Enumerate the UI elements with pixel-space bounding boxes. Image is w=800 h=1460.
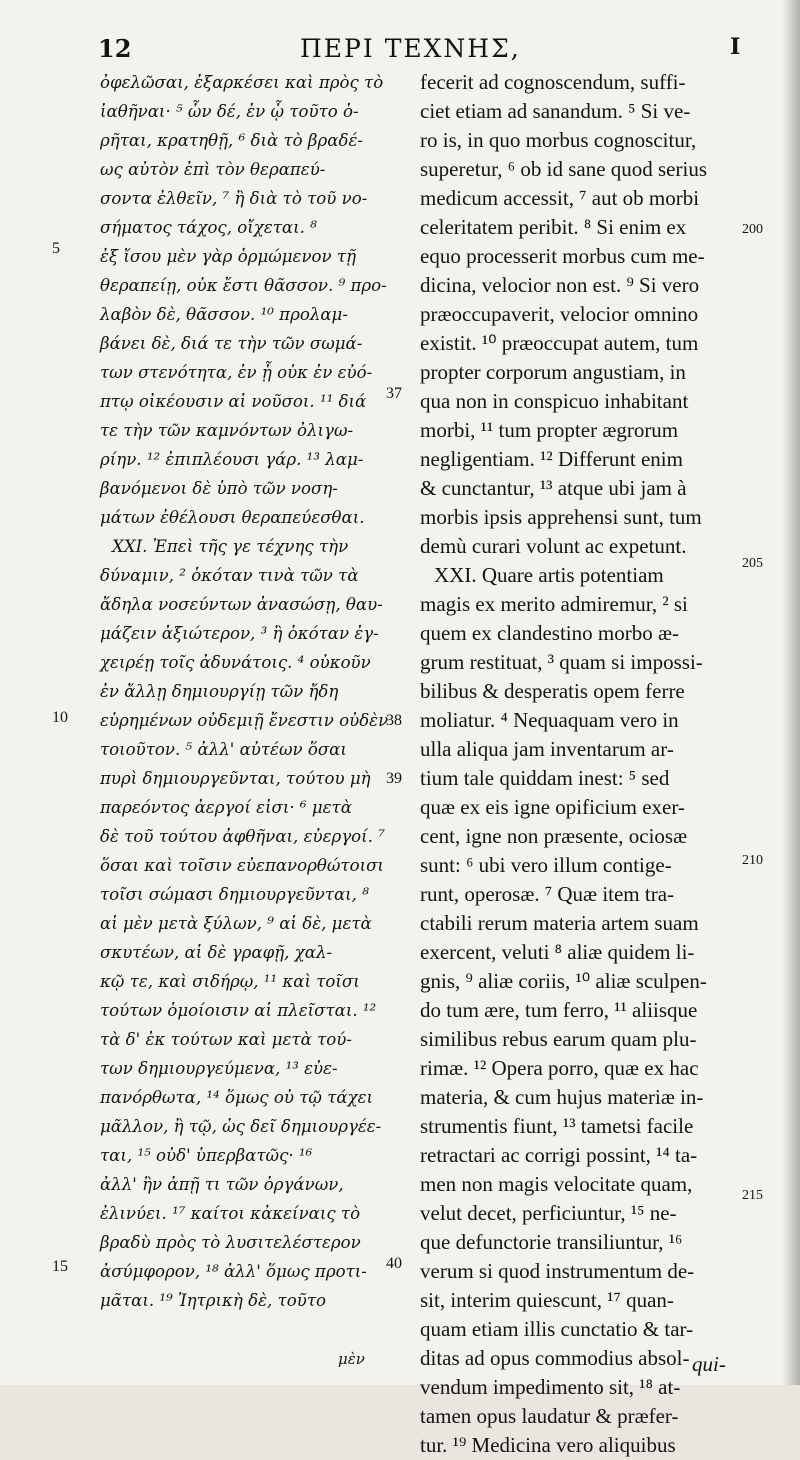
text-line: ulla aliqua jam inventarum ar- bbox=[420, 737, 674, 761]
page-header bbox=[0, 32, 800, 66]
text-line: λαβὸν δὲ, θᾶσσον. ¹⁰ προλαμ- bbox=[100, 305, 348, 324]
text-line: ως αὐτὸν ἐπὶ τὸν θεραπεύ- bbox=[100, 160, 326, 179]
text-line: αἱ μὲν μετὰ ξύλων, ⁹ αἱ δὲ, μετὰ bbox=[100, 914, 372, 933]
text-line: ὀφελῶσαι, ἐξαρκέσει καὶ πρὸς τὸ bbox=[100, 73, 384, 92]
text-line: πυρὶ δημιουργεῦνται, τούτου μὴ bbox=[100, 769, 371, 788]
line-number-margin: 215 bbox=[742, 1188, 763, 1203]
text-line: ται, ¹⁵ οὐδ' ὑπερβατῶς· ¹⁶ bbox=[100, 1146, 313, 1165]
text-line: ρῆται, κρατηθῇ, ⁶ διὰ τὸ βραδέ- bbox=[100, 131, 363, 150]
text-line: XXI. Quare artis potentiam bbox=[434, 563, 664, 587]
line-number-margin: 5 bbox=[52, 240, 60, 257]
text-line: τοιοῦτον. ⁵ ἀλλ' αὐτέων ὅσαι bbox=[100, 740, 347, 759]
text-line: τὰ δ' ἐκ τούτων καὶ μετὰ τού- bbox=[100, 1030, 352, 1049]
text-line: ἀσύμφορον, ¹⁸ ἀλλ' ὅμως προτι- bbox=[100, 1262, 367, 1281]
text-line: tur. ¹⁹ Medicina vero aliquibus bbox=[420, 1433, 676, 1457]
text-line: δὲ τοῦ τούτου ἀφθῆναι, εὐεργοί. ⁷ bbox=[100, 827, 385, 846]
line-number-margin: 37 bbox=[386, 385, 402, 402]
text-line: celeritatem peribit. ⁸ Si enim ex bbox=[420, 215, 687, 239]
text-line: existit. ¹⁰ præoccupat autem, tum bbox=[420, 331, 699, 355]
text-line: runt, operosæ. ⁷ Quæ item tra- bbox=[420, 882, 675, 906]
text-line: δύναμιν, ² ὁκόταν τινὰ τῶν τὰ bbox=[100, 566, 359, 585]
line-number-margin: 210 bbox=[742, 853, 763, 868]
page-number: 12 bbox=[98, 34, 132, 63]
running-head: ΠΕΡΙ ΤΕΧΝΗΣ, bbox=[300, 34, 521, 63]
line-number-margin: 15 bbox=[52, 1258, 68, 1275]
text-line: cent, igne non præsente, ociosæ bbox=[420, 824, 688, 848]
text-line: τοῖσι σώμασι δημιουργεῦνται, ⁸ bbox=[100, 885, 369, 904]
text-line: moliatur. ⁴ Nequaquam vero in bbox=[420, 708, 679, 732]
text-line: retractari ac corrigi possint, ¹⁴ ta- bbox=[420, 1143, 698, 1167]
text-line: fecerit ad cognoscendum, suffi- bbox=[420, 70, 686, 94]
line-number-margin: 39 bbox=[386, 770, 402, 787]
text-line: morbi, ¹¹ tum propter ægrorum bbox=[420, 418, 679, 442]
text-line: εὑρημένων οὐδεμιῇ ἔνεστιν οὐδὲν bbox=[100, 711, 389, 730]
text-line: rimæ. ¹² Opera porro, quæ ex hac bbox=[420, 1056, 699, 1080]
line-number-margin: 38 bbox=[386, 712, 402, 729]
text-line: ἐλινύει. ¹⁷ καίτοι κἀκείναις τὸ bbox=[100, 1204, 361, 1223]
text-line: sunt: ⁶ ubi vero illum contige- bbox=[420, 853, 672, 877]
text-line: vendum impedimento sit, ¹⁸ at- bbox=[420, 1375, 681, 1399]
text-line: medicum accessit, ⁷ aut ob morbi bbox=[420, 186, 700, 210]
text-line: sit, interim quiescunt, ¹⁷ quan- bbox=[420, 1288, 674, 1312]
text-line: dicina, velocior non est. ⁹ Si vero bbox=[420, 273, 700, 297]
line-number-margin: 205 bbox=[742, 556, 763, 571]
text-line: παρεόντος ἀεργοί εἰσι· ⁶ μετὰ bbox=[100, 798, 352, 817]
text-line: velut decet, perficiuntur, ¹⁵ ne- bbox=[420, 1201, 677, 1225]
text-line: que defunctorie transiliuntur, ¹⁶ bbox=[420, 1230, 683, 1254]
greek-catchword: μὲν bbox=[338, 1350, 365, 1368]
line-number-margin: 40 bbox=[386, 1255, 402, 1272]
text-line: strumentis fiunt, ¹³ tametsi facile bbox=[420, 1114, 694, 1138]
text-line: & cunctantur, ¹³ atque ubi jam à bbox=[420, 476, 687, 500]
latin-text-column bbox=[414, 68, 746, 1460]
text-line: ἀλλ' ἢν ἀπῇ τι τῶν ὀργάνων, bbox=[100, 1175, 344, 1194]
text-line: των στενότητα, ἐν ᾗ οὐκ ἐν εὐό- bbox=[100, 363, 373, 382]
text-line: βανόμενοι δὲ ὑπὸ τῶν νοση- bbox=[100, 479, 338, 498]
greek-text-column bbox=[82, 68, 412, 1315]
text-line: demù curari volunt ac expetunt. bbox=[420, 534, 687, 558]
text-line: XXI. Ἐπεὶ τῆς γε τέχνης τὴν bbox=[112, 537, 349, 556]
text-line: σκυτέων, αἱ δὲ γραφῇ, χαλ- bbox=[100, 943, 333, 962]
text-line: ditas ad opus commodius absol- bbox=[420, 1346, 690, 1370]
text-line: μάτων ἐθέλουσι θεραπεύεσθαι. bbox=[100, 508, 365, 527]
text-line: quæ ex eis igne opificium exer- bbox=[420, 795, 685, 819]
text-line: βάνει δὲ, διά τε τὴν τῶν σωμά- bbox=[100, 334, 363, 353]
text-line: ἐν ἄλλῃ δημιουργίῃ τῶν ἤδη bbox=[100, 682, 339, 701]
line-number-margin: 10 bbox=[52, 709, 68, 726]
text-line: præoccupaverit, velocior omnino bbox=[420, 302, 699, 326]
text-line: ctabili rerum materia artem suam bbox=[420, 911, 699, 935]
text-line: θεραπείῃ, οὐκ ἔστι θᾶσσον. ⁹ προ- bbox=[100, 276, 387, 295]
text-line: qua non in conspicuo inhabitant bbox=[420, 389, 689, 413]
latin-catchword: qui- bbox=[692, 1352, 726, 1376]
text-line: superetur, ⁶ ob id sane quod serius bbox=[420, 157, 708, 181]
text-line: morbis ipsis apprehensi sunt, tum bbox=[420, 505, 702, 529]
text-line: μάζειν ἀξιώτερον, ³ ἢ ὁκόταν ἐγ- bbox=[100, 624, 379, 643]
text-line: magis ex merito admiremur, ² si bbox=[420, 592, 688, 616]
text-line: τούτων ὁμοίοισιν αἱ πλεῖσται. ¹² bbox=[100, 1001, 377, 1020]
column-signature: I bbox=[730, 34, 741, 60]
text-line: ἐξ ἴσου μὲν γὰρ ὁρμώμενον τῇ bbox=[100, 247, 357, 266]
text-line: quem ex clandestino morbo æ- bbox=[420, 621, 679, 645]
text-line: ρίην. ¹² ἐπιπλέουσι γάρ. ¹³ λαμ- bbox=[100, 450, 364, 469]
text-line: ἄδηλα νοσεύντων ἀνασώσῃ, θαυ- bbox=[100, 595, 383, 614]
text-line: tamen opus laudatur & præfer- bbox=[420, 1404, 679, 1428]
text-line: similibus rebus earum quam plu- bbox=[420, 1027, 697, 1051]
text-line: ὅσαι καὶ τοῖσιν εὐεπανορθώτοισι bbox=[100, 856, 384, 875]
text-line: χειρέῃ τοῖς ἀδυνάτοις. ⁴ οὐκοῦν bbox=[100, 653, 371, 672]
text-line: σοντα ἐλθεῖν, ⁷ ἢ διὰ τὸ τοῦ νο- bbox=[100, 189, 368, 208]
text-line: πανόρθωτα, ¹⁴ ὅμως οὐ τῷ τάχει bbox=[100, 1088, 374, 1107]
text-line: men non magis velocitate quam, bbox=[420, 1172, 693, 1196]
text-line: propter corporum angustiam, in bbox=[420, 360, 686, 384]
text-line: σήματος τάχος, οἴχεται. ⁸ bbox=[100, 218, 317, 237]
text-line: exercent, veluti ⁸ aliæ quidem li- bbox=[420, 940, 695, 964]
gutter-shadow bbox=[782, 0, 800, 1385]
text-line: quam etiam illis cunctatio & tar- bbox=[420, 1317, 694, 1341]
text-line: tium tale quiddam inest: ⁵ sed bbox=[420, 766, 670, 790]
text-line: κῷ τε, καὶ σιδήρῳ, ¹¹ καὶ τοῖσι bbox=[100, 972, 360, 991]
text-line: ro is, in quo morbus cognoscitur, bbox=[420, 128, 697, 152]
text-line: negligentiam. ¹² Differunt enim bbox=[420, 447, 683, 471]
line-number-margin: 200 bbox=[742, 222, 763, 237]
text-line: μᾶται. ¹⁹ Ἰητρικὴ δὲ, τοῦτο bbox=[100, 1291, 327, 1310]
text-line: materia, & cum hujus materiæ in- bbox=[420, 1085, 704, 1109]
text-line: equo processerit morbus cum me- bbox=[420, 244, 705, 268]
text-line: grum restituat, ³ quam si impossi- bbox=[420, 650, 703, 674]
text-line: ciet etiam ad sanandum. ⁵ Si ve- bbox=[420, 99, 691, 123]
text-line: ἰαθῆναι· ⁵ ὧν δέ, ἐν ᾧ τοῦτο ὁ- bbox=[100, 102, 359, 121]
text-line: των δημιουργεύμενα, ¹³ εὐε- bbox=[100, 1059, 338, 1078]
text-line: gnis, ⁹ aliæ coriis, ¹⁰ aliæ sculpen- bbox=[420, 969, 707, 993]
text-line: μᾶλλον, ἢ τῷ, ὡς δεῖ δημιουργέε- bbox=[100, 1117, 382, 1136]
text-line: do tum ære, tum ferro, ¹¹ aliisque bbox=[420, 998, 698, 1022]
text-line: πτῳ οἰκέουσιν αἱ νοῦσοι. ¹¹ διά bbox=[100, 392, 367, 411]
text-line: τε τὴν τῶν καμνόντων ὀλιγω- bbox=[100, 421, 354, 440]
text-line: bilibus & desperatis opem ferre bbox=[420, 679, 685, 703]
text-line: βραδὺ πρὸς τὸ λυσιτελέστερον bbox=[100, 1233, 361, 1252]
text-line: verum si quod instrumentum de- bbox=[420, 1259, 695, 1283]
